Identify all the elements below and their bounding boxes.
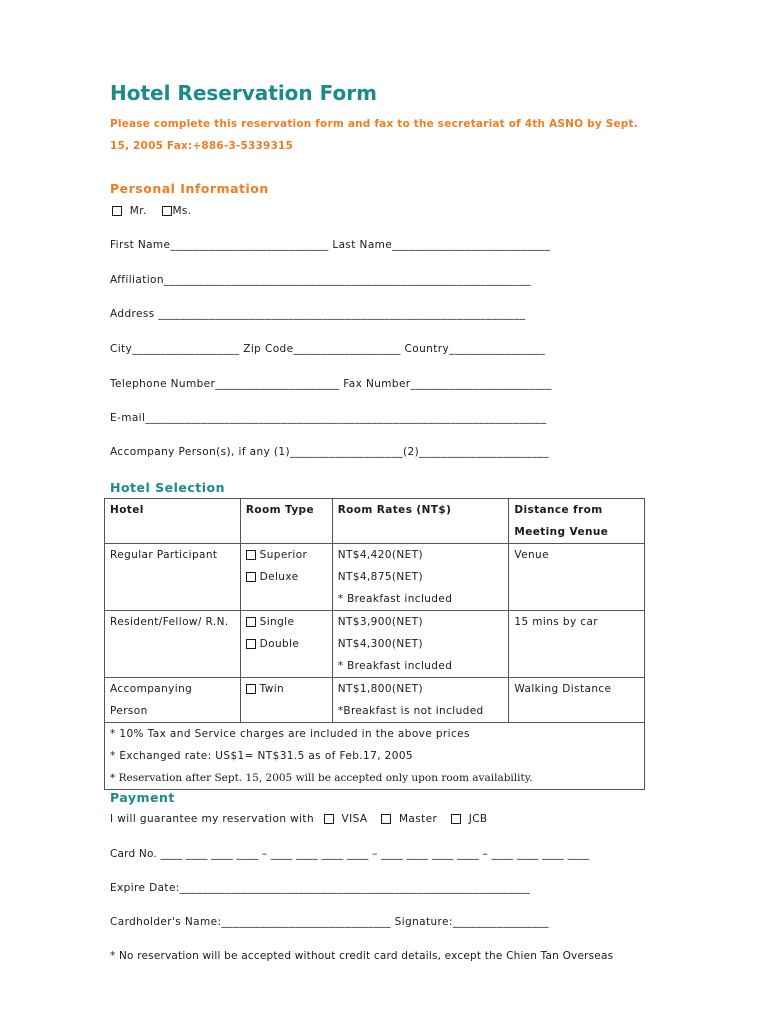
credit-card-note: * No reservation will be accepted without credit card details, except the Chien Tan Overseas (110, 950, 614, 962)
hotel-name: Regular Participant (110, 549, 218, 561)
master-checkbox[interactable] (381, 814, 391, 824)
phone-field-row[interactable]: Telephone Number______________________ Fax Number_________________________ (110, 378, 552, 390)
room-type-label: Deluxe (259, 571, 299, 583)
room-rate: NT$4,420(NET) (337, 549, 423, 561)
visa-label: VISA (341, 813, 368, 825)
table-row (105, 544, 645, 611)
table-row (105, 678, 645, 723)
availability-note: * Reservation after Sept. 15, 2005 will be accepted only upon room availability. (110, 772, 533, 784)
deluxe-checkbox[interactable] (246, 572, 256, 582)
superior-checkbox[interactable] (246, 550, 256, 560)
twin-checkbox[interactable] (246, 684, 256, 694)
header-hotel: Hotel (110, 504, 144, 516)
room-type-label: Superior (259, 549, 308, 561)
double-checkbox[interactable] (246, 639, 256, 649)
jcb-label: JCB (468, 813, 488, 825)
card-number-field[interactable]: Card No. ____ ____ ____ ____ – ____ ____ ____ ____ – ____ ____ ____ ____ – ____ ____ ____ ____ (110, 848, 590, 860)
payment-heading: Payment (110, 790, 175, 805)
salutation-row (112, 205, 192, 217)
header-room-rates: Room Rates (NT$) (337, 504, 452, 516)
email-field-row[interactable]: E-mail_______________________________________________________________________ (110, 412, 547, 424)
header-distance-2: Meeting Venue (514, 526, 609, 538)
room-rate: NT$1,800(NET) (337, 683, 423, 695)
affiliation-field-row[interactable]: Affiliation_________________________________________________________________ (110, 274, 532, 286)
mr-checkbox[interactable] (112, 206, 122, 216)
breakfast-note: * Breakfast included (337, 593, 453, 605)
exchange-rate-note: * Exchanged rate: US$1= NT$31.5 as of Feb.17, 2005 (110, 750, 413, 762)
distance-value: Walking Distance (514, 683, 612, 695)
mr-label: Mr. (129, 205, 147, 217)
table-header-row (105, 499, 645, 544)
subtitle-line-2: 15, 2005 Fax:+886-3-5339315 (110, 140, 294, 152)
hotel-selection-heading: Hotel Selection (110, 480, 226, 495)
room-rate: NT$4,875(NET) (337, 571, 423, 583)
ms-label: Ms. (172, 205, 192, 217)
hotel-name: Resident/Fellow/ R.N. (110, 616, 229, 628)
table-notes-row (105, 723, 645, 790)
room-type-label: Double (259, 638, 300, 650)
room-type-label: Twin (259, 683, 285, 695)
page-title: Hotel Reservation Form (110, 81, 377, 105)
subtitle-line-1: Please complete this reservation form and fax to the secretariat of 4th ASNO by Sept. (110, 118, 638, 130)
distance-value: 15 mins by car (514, 616, 599, 628)
table-row (105, 611, 645, 678)
tax-note: * 10% Tax and Service charges are included in the above prices (110, 728, 470, 740)
cardholder-field[interactable]: Cardholder's Name:______________________________ Signature:_________________ (110, 916, 549, 928)
guarantee-label: I will guarantee my reservation with (110, 813, 314, 825)
address-field-row[interactable]: Address _________________________________________________________________ (110, 308, 526, 320)
room-type-label: Single (259, 616, 295, 628)
room-rate: NT$3,900(NET) (337, 616, 423, 628)
card-type-row (110, 813, 488, 825)
header-distance-1: Distance from (514, 504, 603, 516)
hotel-table (104, 498, 645, 790)
distance-value: Venue (514, 549, 549, 561)
visa-checkbox[interactable] (324, 814, 334, 824)
personal-info-heading: Personal Information (110, 181, 269, 196)
hotel-name-cont: Person (110, 705, 148, 717)
header-room-type: Room Type (245, 504, 314, 516)
ms-checkbox[interactable] (162, 206, 172, 216)
jcb-checkbox[interactable] (451, 814, 461, 824)
city-field-row[interactable]: City___________________ Zip Code___________________ Country_________________ (110, 343, 546, 355)
breakfast-note: *Breakfast is not included (337, 705, 484, 717)
breakfast-note: * Breakfast included (337, 660, 453, 672)
name-field-row[interactable]: First Name____________________________ Last Name____________________________ (110, 239, 551, 251)
master-label: Master (398, 813, 438, 825)
expire-date-field[interactable]: Expire Date:______________________________________________________________ (110, 882, 531, 894)
single-checkbox[interactable] (246, 617, 256, 627)
room-rate: NT$4,300(NET) (337, 638, 423, 650)
accompany-field-row[interactable]: Accompany Person(s), if any (1)____________________(2)_______________________ (110, 446, 550, 458)
hotel-name: Accompanying (110, 683, 193, 695)
form-title (110, 78, 377, 108)
